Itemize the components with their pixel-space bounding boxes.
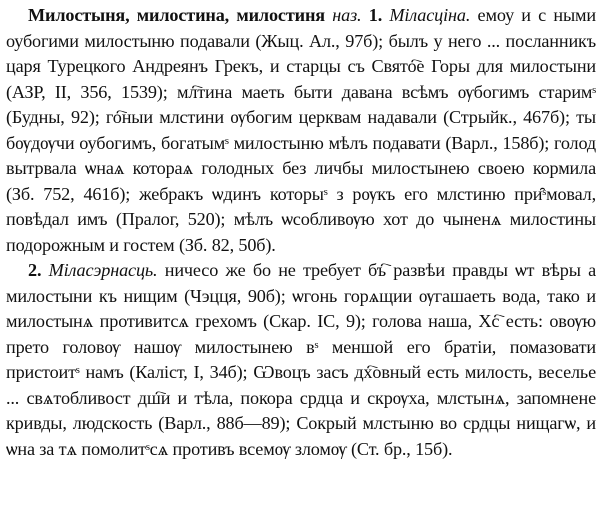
sense-2-translation: Міласэрнасць. bbox=[48, 260, 158, 280]
part-of-speech: наз. bbox=[332, 5, 362, 25]
sense-1-paragraph bbox=[6, 3, 596, 258]
sense-1-number: 1. bbox=[368, 5, 383, 25]
sense-2-paragraph bbox=[6, 258, 596, 462]
headword: Милостыня, милостина, милостиня bbox=[28, 5, 325, 25]
sense-1-translation: Міласціна. bbox=[389, 5, 471, 25]
sense-2-text: ничесо же бо не требует бъ҇ развѣи правды ѡт вѣры а милостыни къ нищим (Чэцця, 90б); ѡгонь горѧщии ѹгашаеть вода, тако и милостынѧ противитсѧ грехомъ (Скар. IC, 9); голова наша, Хс҇ есть: овѹю прето головѹ нашѹ милостынею вˢ меншой его братіи, помазовати пристоитˢ намъ (Каліст, I, 34б); Ѡвоцъ засъ дх҇овный есть милость, веселье ... свѧтобливост дш҇и и тѣла, покора срдца и скрѹха, млстынѧ, запомнене кривды, людскость (Варл., 88б—89); Сокрый млстыню во срдцы нищагѡ, и ѡна за тѧ помолитˢсѧ противъ всемѹ зломѹ (Ст. бр., 15б). bbox=[6, 260, 596, 459]
sense-2-number: 2. bbox=[28, 260, 42, 280]
sense-1-text: емоу и с ными оубогими милостыню подавали (Жыц. Ал., 97б); былъ у него ... посланникъ царя Турецкого Андреянъ Грекъ, и старцы съ Свято҇е Горы для милостыни (АЗР, II, 356, 1539); мл҇тина маеть быти давана всѣмъ ѹбогимъ старимˢ (Будны, 92); го҇ныи млстини ѹбогим церквам надавали (Стрыйк., 467б); ты бѹдѹчи оубогимъ, богатымˢ милостыню мѣлъ подавати (Варл., 158б); голод вытрвала ѡнаѧ котораѧ голодных без личбы милостынею своею кормила (Зб. 752, 461б); жебракъ ѡдинъ которыˢ з рѹкъ его млстиню при̑ˢмовал, повѣдал имъ (Пралог, 520); мѣлъ ѡсобливѹю хот до чыненѧ милостины подорожным и гостем (Зб. 82, 50б). bbox=[6, 5, 596, 255]
